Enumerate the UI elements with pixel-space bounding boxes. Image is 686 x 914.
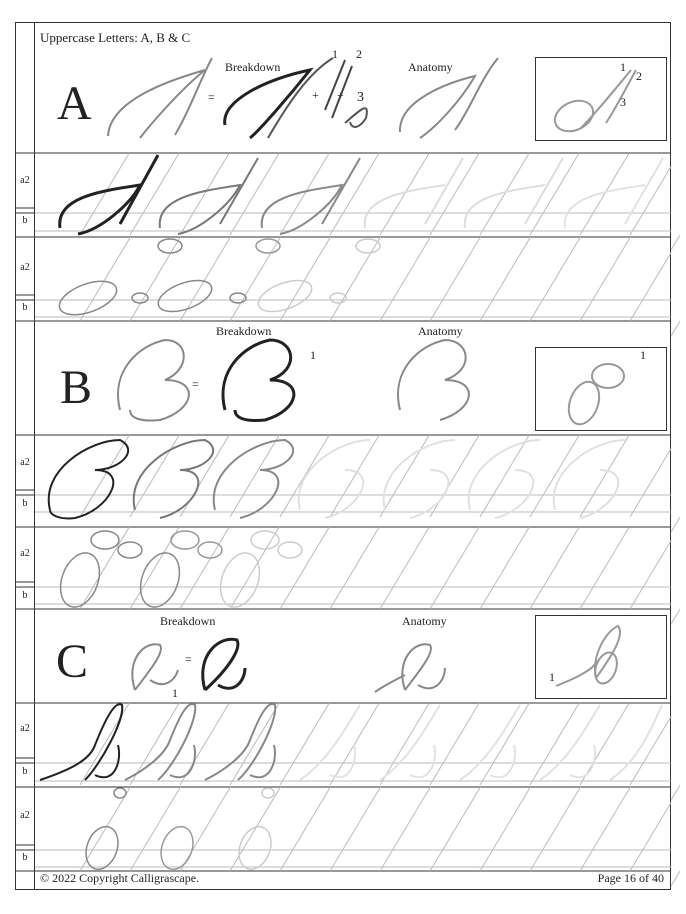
letter-b-anatomy-box: [535, 347, 667, 431]
slant-line: [480, 527, 529, 609]
slant-line: [430, 237, 480, 321]
slant-line: [671, 321, 680, 336]
row-label-a2: a2: [20, 723, 30, 734]
slant-line: [230, 787, 280, 871]
letter-b-anatomy-number: 1: [640, 348, 646, 362]
slant-line: [380, 237, 430, 321]
slant-line: [380, 703, 429, 785]
slant-line: [480, 237, 530, 321]
letter-a-plus-sign: +: [312, 88, 319, 102]
slant-line: [580, 527, 629, 609]
letter-a-anatomy-number: 2: [636, 69, 642, 83]
slant-line: [380, 787, 430, 871]
letter-a-anatomy-label: Anatomy: [408, 60, 453, 74]
slant-line: [130, 435, 179, 517]
row-label-b: b: [22, 590, 28, 601]
row-label-a2: a2: [20, 175, 30, 186]
slant-line: [530, 787, 580, 871]
letter-a-plus-sign: +: [337, 88, 344, 102]
slant-line: [80, 237, 130, 321]
letter-a-breakdown-label: Breakdown: [225, 60, 281, 74]
slant-line: [380, 153, 429, 235]
letter-b-stroke-number: 1: [310, 348, 316, 362]
slant-line: [671, 517, 680, 532]
slant-line: [280, 787, 330, 871]
slant-line: [580, 787, 630, 871]
letter-c-header-strokes: [132, 639, 445, 692]
slant-line: [530, 237, 580, 321]
letter-c-anatomy-number: 1: [549, 670, 555, 684]
slant-line: [330, 237, 380, 321]
slant-line: [330, 435, 379, 517]
row-label-a2: a2: [20, 810, 30, 821]
slant-line: [230, 527, 279, 609]
slant-line: [671, 785, 680, 800]
letter-c-breakdown-label: Breakdown: [160, 614, 216, 628]
slant-line: [380, 527, 429, 609]
slant-line: [630, 167, 671, 235]
slant-line: [580, 153, 629, 235]
letter-a-stroke-number: 2: [356, 47, 362, 61]
slant-line: [330, 527, 379, 609]
slant-line: [80, 435, 129, 517]
slant-line: [430, 787, 480, 871]
letter-b-equals-sign: =: [192, 377, 199, 391]
slant-line: [580, 237, 630, 321]
slant-line: [530, 703, 579, 785]
slant-line: [480, 153, 529, 235]
letter-c-oval-row: [80, 788, 276, 874]
letter-b-anatomy-diagram: [536, 348, 666, 430]
row-label-b: b: [22, 215, 28, 226]
letter-a-equals-sign: =: [208, 90, 215, 104]
row-label-b: b: [22, 302, 28, 313]
slant-line: [630, 449, 671, 517]
letter-b-oval-row: [54, 531, 302, 612]
row-label-a2: a2: [20, 457, 30, 468]
slant-line: [430, 527, 479, 609]
letter-b-breakdown-label: Breakdown: [216, 324, 272, 338]
letter-b-heading: B: [60, 361, 93, 414]
letter-a-trace-row: [60, 155, 663, 234]
letter-a-anatomy-number: 3: [620, 95, 626, 109]
row-label-a2: a2: [20, 548, 30, 559]
slant-line: [530, 153, 579, 235]
slant-line: [630, 803, 671, 871]
practice-guidelines: [35, 213, 671, 867]
slant-line: [280, 527, 329, 609]
row-label-b: b: [22, 766, 28, 777]
slant-line: [230, 703, 279, 785]
slant-line: [630, 717, 671, 785]
slant-line: [330, 787, 380, 871]
slant-line: [80, 527, 129, 609]
letter-a-stroke-number: 1: [332, 47, 338, 61]
letter-c-stroke-number: 1: [172, 686, 178, 700]
letter-c-anatomy-diagram: [536, 616, 666, 698]
letter-a-stroke-number: 3: [357, 90, 364, 105]
letter-a-anatomy-number: 1: [620, 60, 626, 74]
letter-b-anatomy-label: Anatomy: [418, 324, 463, 338]
slant-line: [630, 541, 671, 609]
letter-c-anatomy-box: [535, 615, 667, 699]
slant-line: [480, 703, 529, 785]
page-number: Page 16 of 40: [597, 871, 664, 885]
slant-line: [380, 435, 429, 517]
slant-line: [480, 787, 530, 871]
slant-line: [671, 609, 680, 624]
slant-line: [280, 703, 329, 785]
slant-line: [530, 527, 579, 609]
letter-c-trace-row: [40, 704, 662, 780]
page-title: Uppercase Letters: A, B & C: [40, 30, 191, 45]
row-label-b: b: [22, 852, 28, 863]
letter-b-trace-row: [49, 440, 625, 518]
row-label-a2: a2: [20, 262, 30, 273]
copyright-text: © 2022 Copyright Calligrascape.: [40, 871, 200, 885]
slant-line: [230, 237, 280, 321]
letter-a-anatomy-box: [535, 57, 667, 141]
slant-line: [280, 435, 329, 517]
letter-a-heading: A: [57, 77, 92, 130]
letter-c-heading: C: [56, 635, 89, 688]
slant-line: [671, 871, 680, 886]
slant-line: [630, 253, 671, 321]
slant-line: [430, 703, 479, 785]
letter-c-anatomy-label: Anatomy: [402, 614, 447, 628]
row-label-b: b: [22, 498, 28, 509]
letter-a-anatomy-diagram: [536, 58, 666, 140]
slant-line: [130, 237, 180, 321]
letter-b-header-strokes: [118, 340, 469, 421]
letter-a-oval-row: [55, 239, 380, 321]
slant-line: [671, 235, 680, 250]
letter-c-equals-sign: =: [185, 652, 192, 666]
slant-line: [80, 787, 130, 871]
slant-line: [430, 153, 479, 235]
slant-line: [430, 435, 479, 517]
